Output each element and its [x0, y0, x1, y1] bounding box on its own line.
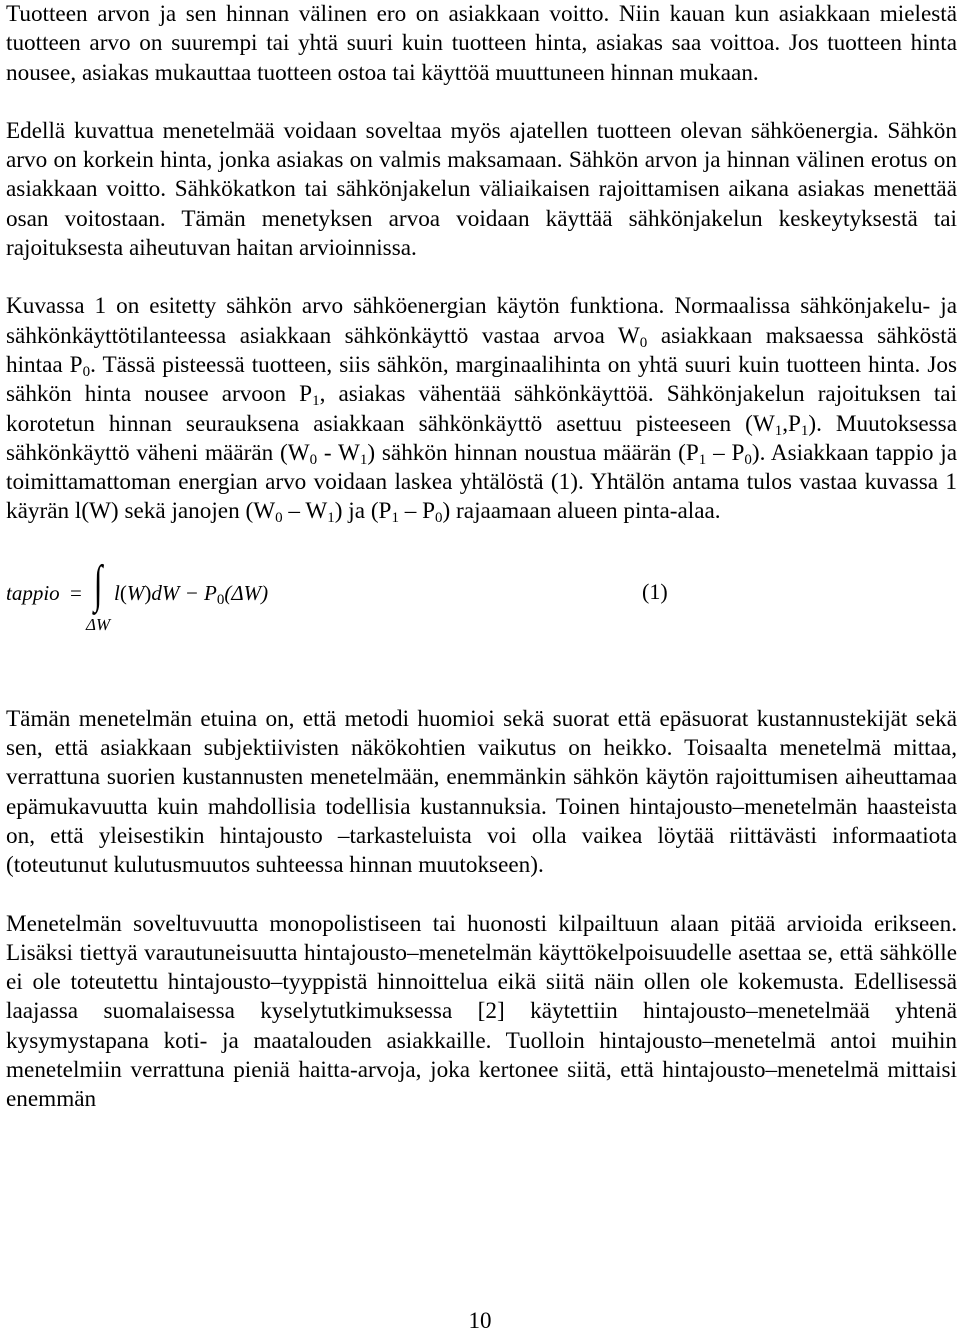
equation-symbol: dW: [151, 580, 180, 605]
text-run: ) sähkön hinnan noustua määrän (P: [367, 439, 699, 466]
equation-symbol: W: [126, 580, 145, 605]
subscript: 1: [774, 422, 783, 439]
subscript: 0: [216, 591, 225, 608]
paragraph-3: [6, 292, 957, 526]
paragraph-gap: [6, 263, 957, 292]
text-run: , asiakas vähentää sähkönkäyttöä. Sähkönjakelun rajoituksen tai korotetun hinnan seurauksena asiakkaan sähkönkäyttö asettuu pisteeseen (W: [6, 381, 957, 437]
equation-symbol: − P: [179, 580, 217, 605]
equation-equals: =: [70, 580, 82, 605]
text-run: – P: [706, 439, 745, 466]
text-run: – P: [398, 498, 436, 525]
equation-body: [114, 581, 268, 606]
equation-1: [6, 555, 957, 663]
equation-symbol: l: [114, 580, 120, 605]
paragraph-2: Edellä kuvattua menetelmää voidaan soveltaa myös ajatellen tuotteen olevan sähköenergia. Sähkön arvo on korkein hinta, jonka asiakas on valmis maksamaan. Sähkön arvon ja hinnan välinen erotus on asiakkaan voitto. Sähkökatkon tai sähkönjakelun väliaikaisen rajoittamisen aikana asiakas menettää osan voitostaan. Tämän menetyksen arvoa voidaan käyttää sähkönjakelun keskeytyksestä tai rajoituksesta aiheutuvan haitan arvioinnissa.: [6, 117, 957, 262]
subscript: 0: [744, 451, 752, 468]
subscript: 1: [312, 393, 320, 410]
subscript: 1: [800, 422, 809, 439]
equation-symbol: (: [119, 580, 127, 605]
text-run: ) ja (P: [334, 498, 392, 525]
subscript: 0: [275, 510, 283, 527]
subscript: 0: [309, 451, 318, 468]
text-run: . Tässä pisteessä tuotteen, siis sähkön, marginaalihinta on yhtä suuri kuin tuotteen hinta. Jos sähkön hinta nousee arvoon P: [6, 351, 957, 408]
equation-symbol: ): [144, 580, 152, 605]
subscript: 0: [435, 510, 443, 527]
paragraph-5: Menetelmän soveltuvuutta monopolistiseen tai huonosti kilpailtuun alaan pitää arvioida erikseen. Lisäksi tiettyä varautuneisuutta hintajousto–menetelmän käyttökelpoisuudelle asettaa se, että sähkölle ei ole toteutettu hintajousto–tyyppistä hinnoittelua eikä siitä näin ollen ole kokemusta. Edellisessä laajassa suomalaisessa kyselytutkimuksessa [2] käytettiin hintajousto–menetelmää yhtenä kysymystapana koti- ja maatalouden asiakkaille. Tuolloin hintajousto–menetelmä antoi muihin menetelmiin verrattuna pieniä haitta-arvoja, joka kertonee siitä, että hintajousto–menetelmä mittaisi enemmän: [6, 910, 957, 1113]
equation-number: (1): [642, 578, 668, 604]
text-run: ) rajaamaan alueen pinta-alaa.: [442, 498, 721, 525]
subscript: 1: [391, 510, 399, 527]
text-run: - W: [317, 439, 360, 466]
subscript: 1: [359, 451, 368, 468]
text-run: – W: [282, 498, 328, 525]
text-run: ). Asiakkaan tappio ja toimittamattoman energian arvo voidaan laskea yhtälöstä (1). Yhtälön antama tulos vastaa kuvassa 1 käyrän l(W) sekä janojen (W: [6, 439, 957, 525]
page-number: 10: [468, 1308, 492, 1333]
integral-limit: ΔW: [86, 614, 111, 634]
equation-symbol: (ΔW): [224, 580, 269, 605]
integral-sign: ∫: [93, 555, 103, 613]
document-page: [6, 0, 957, 1115]
subscript: 1: [327, 510, 335, 527]
subscript: 0: [82, 363, 91, 380]
paragraph-1: Tuotteen arvon ja sen hinnan välinen ero on asiakkaan voitto. Niin kauan kun asiakkaan mielestä tuotteen arvo on suurempi tai yhtä suuri kuin tuotteen hinta, asiakas saa voittoa. Jos tuotteen hinta nousee, asiakas mukauttaa tuotteen ostoa tai käyttöä muuttuneen hinnan mukaan.: [6, 1, 957, 86]
paragraph-gap: [6, 88, 957, 117]
text-run: Kuvassa 1 on esitetty sähkön arvo sähköenergian käytön funktiona. Normaalissa sähkönjakelu- ja sähkönkäyttötilanteessa asiakkaan sähkönkäyttö vastaa arvoa W: [6, 293, 957, 349]
text-run: ). Muutoksessa sähkönkäyttö väheni määrän (W: [6, 410, 958, 466]
equation-lhs: tappio: [6, 580, 60, 605]
text-run: asiakkaan maksaessa sähköstä hintaa P: [6, 322, 957, 378]
subscript: 1: [698, 451, 707, 468]
subscript: 0: [639, 334, 648, 351]
text-run: ,P: [782, 410, 801, 437]
paragraph-4: Tämän menetelmän etuina on, että metodi huomioi sekä suorat että epäsuorat kustannustekijät sekä sen, että asiakkaan subjektiivisten näkökohtien vaikutus on heikko. Toisaalta menetelmä mittaa, verrattuna suorien kustannusten menetelmään, enemmänkin sähkön käytön rajoittumisen aiheuttamaa epämukavuutta kuin mahdollisia todellisia kustannuksia. Toinen hintajousto–menetelmän haasteista on, että yleisestikin hintajousto –tarkasteluista voi olla vaikea löytää riittävästi informaatiota (toteutunut kulutusmuutos suhteessa hinnan muutokseen).: [6, 705, 957, 879]
paragraph-gap: [6, 881, 957, 910]
